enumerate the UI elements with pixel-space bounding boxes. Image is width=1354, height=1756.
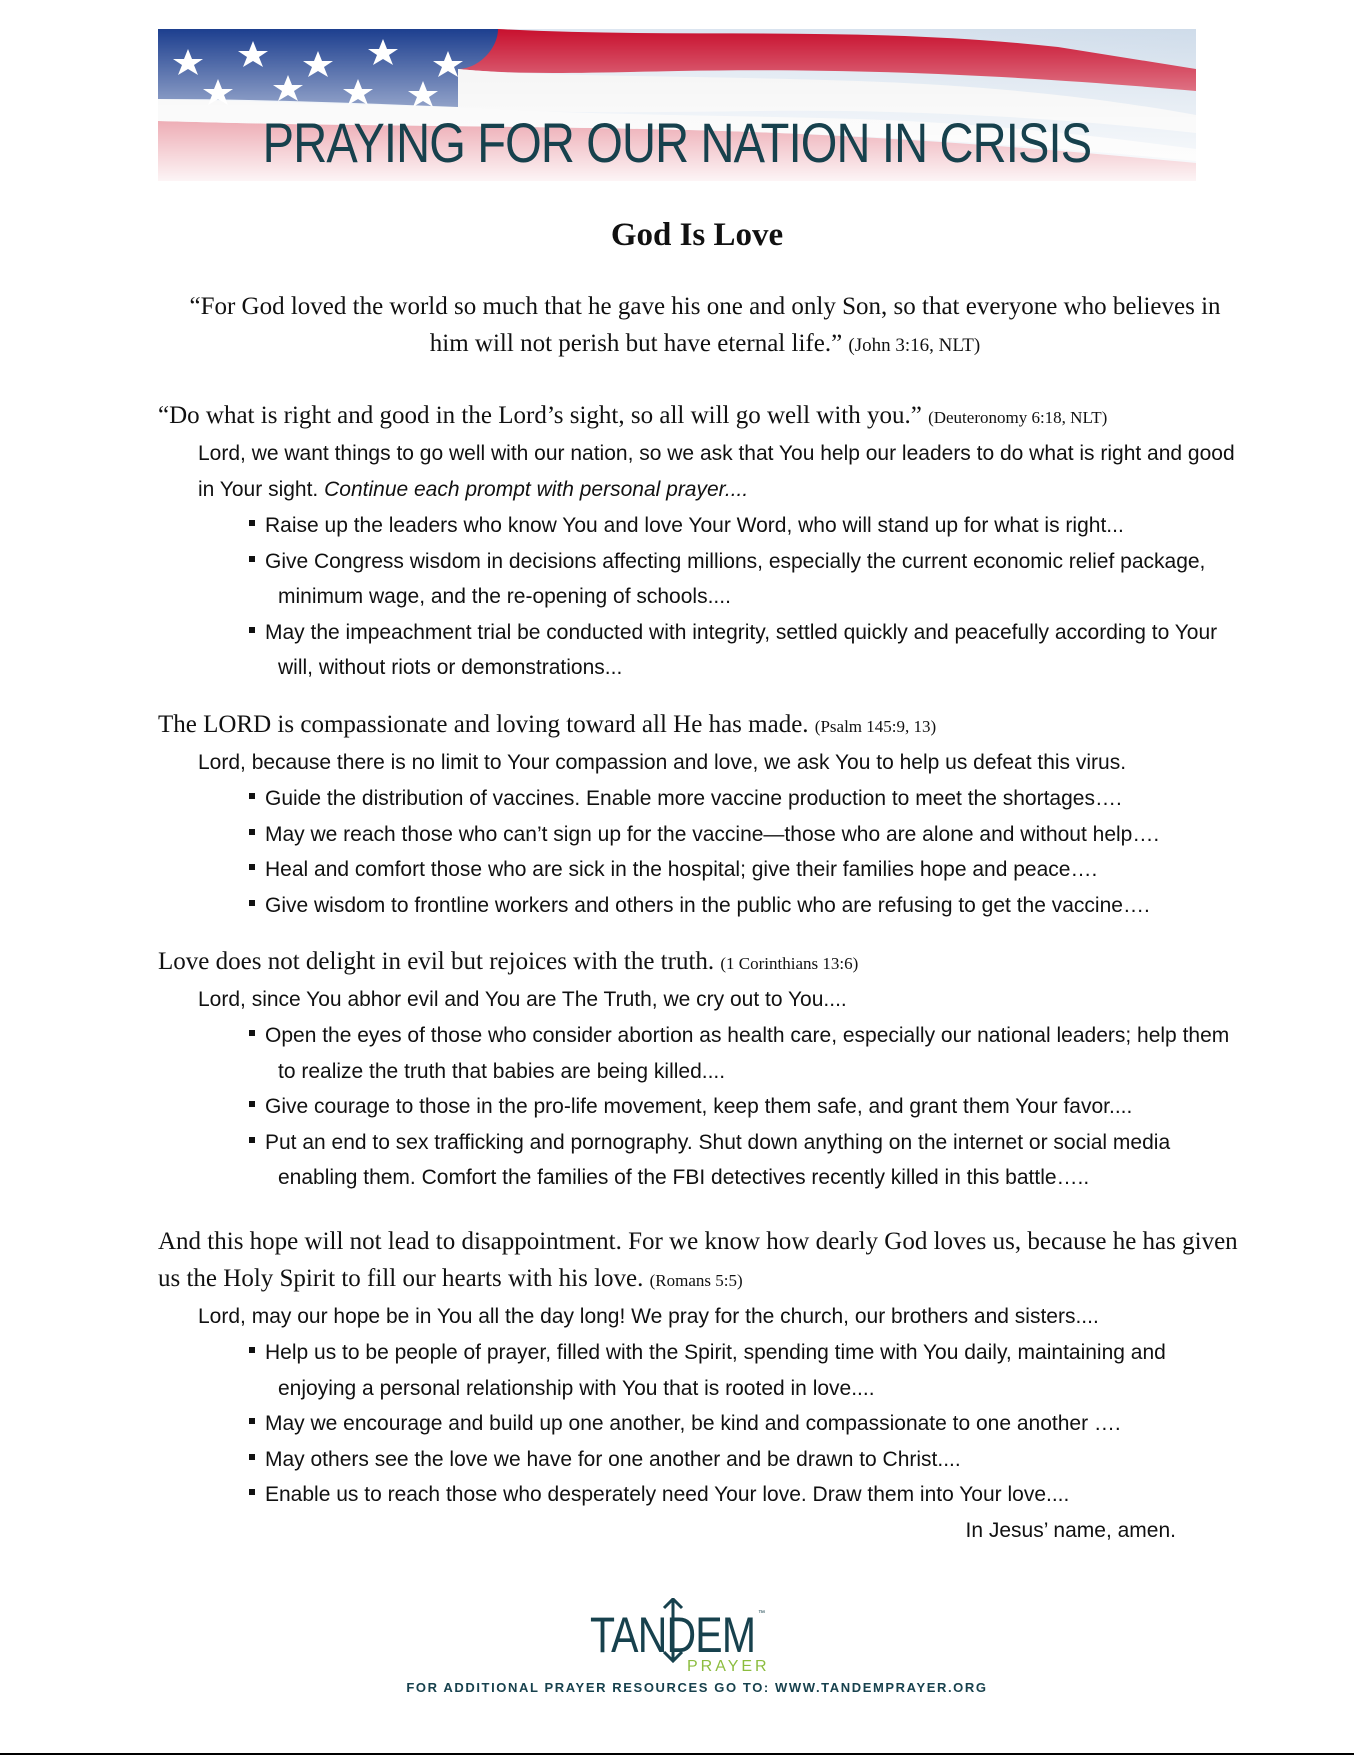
bullet-icon bbox=[249, 1489, 255, 1495]
verse-text: The LORD is compassionate and loving toward all He has made. bbox=[158, 711, 809, 738]
verse-reference: (Deuteronomy 6:18, NLT) bbox=[928, 408, 1108, 427]
prayer-section-leaders bbox=[158, 397, 1238, 686]
list-item: Give courage to those in the pro-life movement, keep them safe, and grant them Your favor.... bbox=[238, 1089, 1238, 1125]
lead-text: Lord, because there is no limit to Your compassion and love, we ask You to help us defeat this virus. bbox=[198, 751, 1127, 774]
verse-text: “Do what is right and good in the Lord’s sight, so all will go well with you.” bbox=[158, 402, 922, 429]
bottom-divider bbox=[0, 1753, 1354, 1755]
prompt-list bbox=[158, 781, 1238, 923]
closing-amen: In Jesus’ name, amen. bbox=[965, 1518, 1176, 1542]
intro-verse bbox=[180, 288, 1230, 364]
footer-resources-link[interactable]: FOR ADDITIONAL PRAYER RESOURCES GO TO: WWW.TANDEMPRAYER.ORG bbox=[406, 1680, 988, 1695]
bullet-icon bbox=[249, 1137, 255, 1143]
lead-text: Lord, since You abhor evil and You are The Truth, we cry out to You.... bbox=[198, 988, 847, 1011]
lead-text: Lord, we want things to go well with our nation, so we ask that You help our leaders to do what is right and good in Your sight. bbox=[198, 442, 1235, 501]
section-verse bbox=[158, 397, 1238, 436]
section-verse bbox=[158, 943, 1238, 982]
bullet-icon bbox=[249, 829, 255, 835]
prayer-section-truth bbox=[158, 943, 1238, 1196]
tandem-prayer-logo bbox=[560, 1598, 800, 1678]
prayer-section-church bbox=[158, 1223, 1238, 1548]
list-item: May others see the love we have for one another and be drawn to Christ.... bbox=[238, 1442, 1238, 1478]
banner-title: PRAYING FOR OUR NATION IN CRISIS bbox=[262, 111, 1092, 174]
section-lead bbox=[158, 982, 1238, 1018]
prayer-section-virus bbox=[158, 706, 1238, 923]
bullet-icon bbox=[249, 1101, 255, 1107]
bullet-icon bbox=[249, 1418, 255, 1424]
list-item: Give Congress wisdom in decisions affecting millions, especially the current economic relief package, minimum wage, and the re-opening of schools.... bbox=[238, 544, 1238, 615]
section-lead bbox=[158, 745, 1238, 781]
list-item: Help us to be people of prayer, filled with the Spirit, spending time with You daily, maintaining and enjoying a personal relationship with You that is rooted in love.... bbox=[238, 1335, 1238, 1406]
list-item: Guide the distribution of vaccines. Enable more vaccine production to meet the shortages…. bbox=[238, 781, 1238, 817]
section-lead bbox=[158, 1299, 1238, 1335]
intro-verse-text: “For God loved the world so much that he gave his one and only Son, so that everyone who believes in him will not perish but have eternal life.” bbox=[189, 293, 1221, 357]
prompt-list bbox=[158, 1335, 1238, 1513]
section-lead bbox=[158, 436, 1238, 508]
intro-verse-reference: (John 3:16, NLT) bbox=[848, 335, 981, 356]
verse-reference: (1 Corinthians 13:6) bbox=[720, 954, 859, 973]
list-item: Give wisdom to frontline workers and others in the public who are refusing to get the vaccine…. bbox=[238, 888, 1238, 924]
list-item: May we encourage and build up one another, be kind and compassionate to one another …. bbox=[238, 1406, 1238, 1442]
bullet-icon bbox=[249, 520, 255, 526]
bullet-icon bbox=[249, 1347, 255, 1353]
list-item: Put an end to sex trafficking and pornography. Shut down anything on the internet or social media enabling them. Comfort the families of the FBI detectives recently killed in this battle….. bbox=[238, 1125, 1238, 1196]
logo-wordmark: TANDEM bbox=[590, 1607, 756, 1663]
page-title: God Is Love bbox=[610, 217, 784, 253]
section-verse bbox=[158, 706, 1238, 745]
logo-trademark: ™ bbox=[758, 1610, 765, 1617]
list-item: Enable us to reach those who desperately need Your love. Draw them into Your love.... bbox=[238, 1477, 1238, 1513]
lead-text: Lord, may our hope be in You all the day long! We pray for the church, our brothers and sisters.... bbox=[198, 1305, 1099, 1328]
list-item: Raise up the leaders who know You and love Your Word, who will stand up for what is right... bbox=[238, 508, 1238, 544]
list-item: May we reach those who can’t sign up for the vaccine—those who are alone and without help…. bbox=[238, 817, 1238, 853]
lead-note: Continue each prompt with personal prayer.... bbox=[324, 478, 749, 501]
flag-banner bbox=[158, 29, 1196, 181]
bullet-icon bbox=[249, 1030, 255, 1036]
verse-text: And this hope will not lead to disappointment. For we know how dearly God loves us, because he has given us the Holy Spirit to fill our hearts with his love. bbox=[158, 1228, 1238, 1292]
bullet-icon bbox=[249, 1454, 255, 1460]
section-verse bbox=[158, 1223, 1238, 1299]
bullet-icon bbox=[249, 900, 255, 906]
bullet-icon bbox=[249, 793, 255, 799]
prompt-list bbox=[158, 1018, 1238, 1196]
logo-subtitle: PRAYER bbox=[687, 1658, 770, 1675]
list-item: Heal and comfort those who are sick in the hospital; give their families hope and peace…. bbox=[238, 852, 1238, 888]
list-item: May the impeachment trial be conducted with integrity, settled quickly and peacefully according to Your will, without riots or demonstrations... bbox=[238, 615, 1238, 686]
verse-reference: (Romans 5:5) bbox=[649, 1271, 743, 1290]
verse-text: Love does not delight in evil but rejoices with the truth. bbox=[158, 948, 715, 975]
bullet-icon bbox=[249, 864, 255, 870]
list-item: Open the eyes of those who consider abortion as health care, especially our national leaders; help them to realize the truth that babies are being killed.... bbox=[238, 1018, 1238, 1089]
bullet-icon bbox=[249, 627, 255, 633]
prompt-list bbox=[158, 508, 1238, 686]
bullet-icon bbox=[249, 556, 255, 562]
verse-reference: (Psalm 145:9, 13) bbox=[814, 717, 937, 736]
